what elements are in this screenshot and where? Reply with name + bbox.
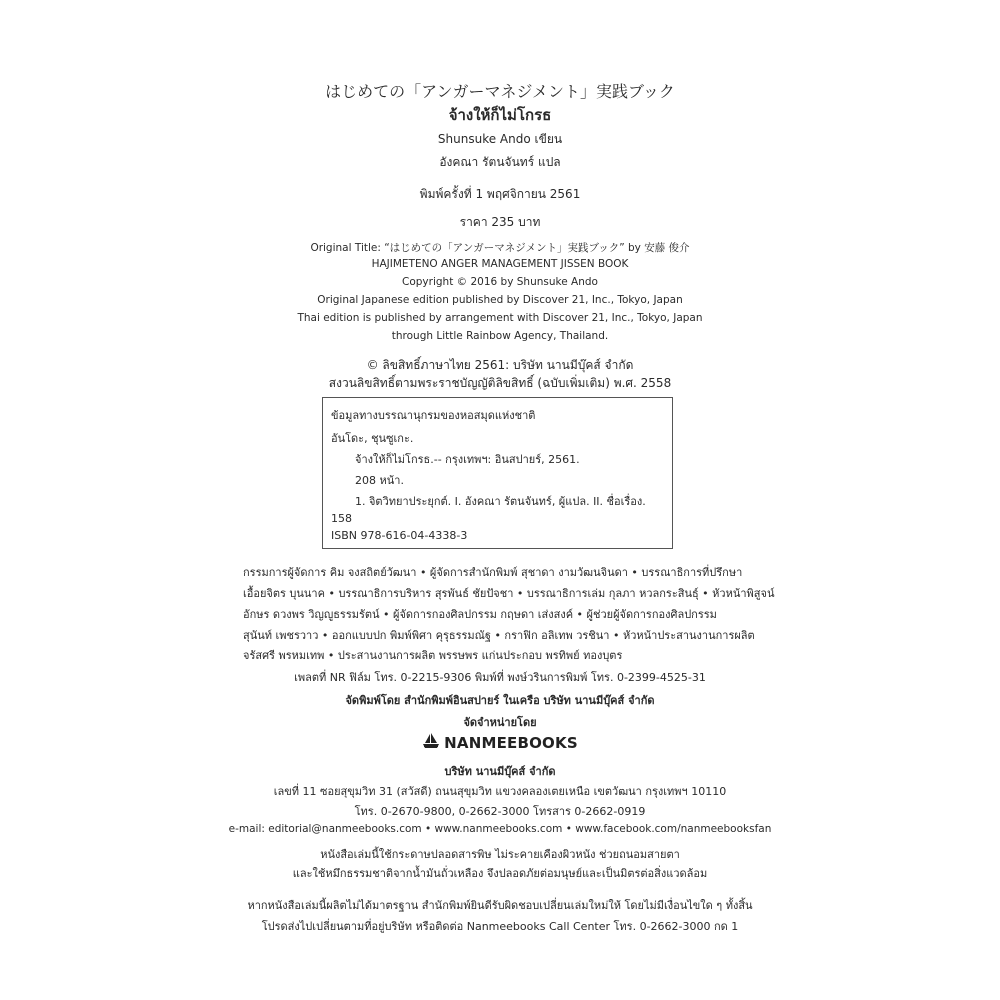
original-title: Original Title: “はじめての「アンガーマネジメント」実践ブック” by 安藤 俊介 (310, 242, 690, 254)
catalog-box (322, 397, 673, 549)
japanese-title: はじめての「アンガーマネジメント」実践ブック (325, 82, 675, 101)
catalog-title: จ้างให้ก็ไม่โกรธ.-- กรุงเทพฯ: อินสปายร์, 2561. (355, 453, 580, 466)
thai-edition-line: Thai edition is published by arrangement with Discover 21, Inc., Tokyo, Japan (297, 312, 703, 324)
eco-note-line: และใช้หมึกธรรมชาติจากน้ำมันถั่วเหลือง จึงปลอดภัยต่อมนุษย์และเป็นมิตรต่อสิ่งแวดล้อม (292, 867, 708, 880)
price-line: ราคา 235 บาท (459, 215, 541, 229)
printing-line: เพลตที่ NR ฟิล์ม โทร. 0-2215-9306 พิมพ์ที่ พงษ์วรินการพิมพ์ โทร. 0-2399-4525-31 (294, 671, 706, 684)
catalog-isbn: ISBN 978-616-04-4338-3 (331, 529, 468, 542)
credits-line: จรัสศรี พรหมเทพ • ประสานงานการผลิต พรรษพร แก่นประกอบ พรทิพย์ ทองบุตร (243, 649, 623, 662)
contacts-line: e-mail: editorial@nanmeebooks.com • www.nanmeebooks.com • www.facebook.com/nanmeebooksfan (228, 823, 772, 835)
translator-line: อังคณา รัตนจันทร์ แปล (439, 155, 561, 169)
eco-note-line: หนังสือเล่มนี้ใช้กระดาษปลอดสารพิษ ไม่ระคายเคืองผิวหนัง ช่วยถนอมสายตา (320, 848, 680, 861)
catalog-subjects: 1. จิตวิทยาประยุกต์. I. อังคณา รัตนจันทร์, ผู้แปล. II. ชื่อเรื่อง. (355, 495, 646, 508)
company-name: บริษัท นานมีบุ๊คส์ จำกัด (444, 765, 556, 778)
credits-line: เอื้อยจิตร บุนนาค • บรรณาธิการบริหาร สุรพันธ์ ชัยปัจชา • บรรณาธิการเล่ม กุลภา หวลกระสินธุ์ • หัวหน้าพิสูจน์ (243, 587, 775, 600)
credits-line: อักษร ดวงพร วิญญูธรรมรัตน์ • ผู้จัดการกองศิลปกรรม กฤษดา เส่งสงค์ • ผู้ช่วยผู้จัดการกองศิลปกรรม (243, 608, 717, 621)
catalog-pages: 208 หน้า. (355, 474, 404, 487)
catalog-heading: ข้อมูลทางบรรณานุกรมของหอสมุดแห่งชาติ (331, 409, 536, 422)
defect-note-line: หากหนังสือเล่มนี้ผลิตไม่ได้มาตรฐาน สำนักพิมพ์ยินดีรับผิดชอบเปลี่ยนเล่มใหม่ให้ โดยไม่มีเงื่อนไขใด ๆ ทั้งสิ้น (247, 899, 753, 912)
rights-reserved-line: สงวนลิขสิทธิ์ตามพระราชบัญญัติลิขสิทธิ์ (ฉบับเพิ่มเติม) พ.ศ. 2558 (328, 376, 672, 390)
logo-text: NANMEEBOOKS (444, 734, 578, 752)
original-edition-line: Original Japanese edition published by Discover 21, Inc., Tokyo, Japan (317, 294, 683, 306)
address-line: เลขที่ 11 ซอยสุขุมวิท 31 (สวัสดี) ถนนสุขุมวิท แขวงคลองเตยเหนือ เขตวัฒนา กรุงเทพฯ 10110 (273, 785, 727, 798)
phone-line: โทร. 0-2670-9800, 0-2662-3000 โทรสาร 0-2662-0919 (354, 805, 646, 818)
credits-line: กรรมการผู้จัดการ คิม จงสถิตย์วัฒนา • ผู้จัดการสำนักพิมพ์ สุชาดา งามวัฒนจินดา • บรรณาธิการที่ปรึกษา (243, 566, 743, 579)
defect-note-line: โปรดส่งไปเปลี่ยนตามที่อยู่บริษัท หรือติดต่อ Nanmeebooks Call Center โทร. 0-2662-3000 กด 1 (261, 920, 739, 933)
thai-rights-line: © ลิขสิทธิ์ภาษาไทย 2561: บริษัท นานมีบุ๊คส์ จำกัด (366, 358, 634, 372)
distributor-label: จัดจำหน่ายโดย (463, 716, 537, 729)
copyright-line: Copyright © 2016 by Shunsuke Ando (402, 276, 598, 288)
first-print-line: พิมพ์ครั้งที่ 1 พฤศจิกายน 2561 (419, 187, 581, 201)
thai-title: จ้างให้ก็ไม่โกรธ (448, 106, 552, 124)
catalog-class-number: 158 (331, 512, 352, 525)
ship-logo-icon (422, 732, 440, 754)
catalog-author: อันโดะ, ชุนซูเกะ. (331, 432, 414, 445)
agency-line: through Little Rainbow Agency, Thailand. (391, 330, 609, 342)
romanized-title: HAJIMETENO ANGER MANAGEMENT JISSEN BOOK (371, 258, 629, 270)
publisher-line: จัดพิมพ์โดย สำนักพิมพ์อินสปายร์ ในเครือ บริษัท นานมีบุ๊คส์ จำกัด (345, 694, 655, 707)
credits-line: สุนันท์ เพชรวาว • ออกแบบปก พิมพ์พิศา คุรุธรรมณัฐ • กราฟิก อลิเทพ วรชินา • หัวหน้าประสานงานการผลิต (243, 629, 755, 642)
nanmeebooks-logo (0, 732, 1000, 754)
author-line: Shunsuke Ando เขียน (437, 132, 563, 146)
